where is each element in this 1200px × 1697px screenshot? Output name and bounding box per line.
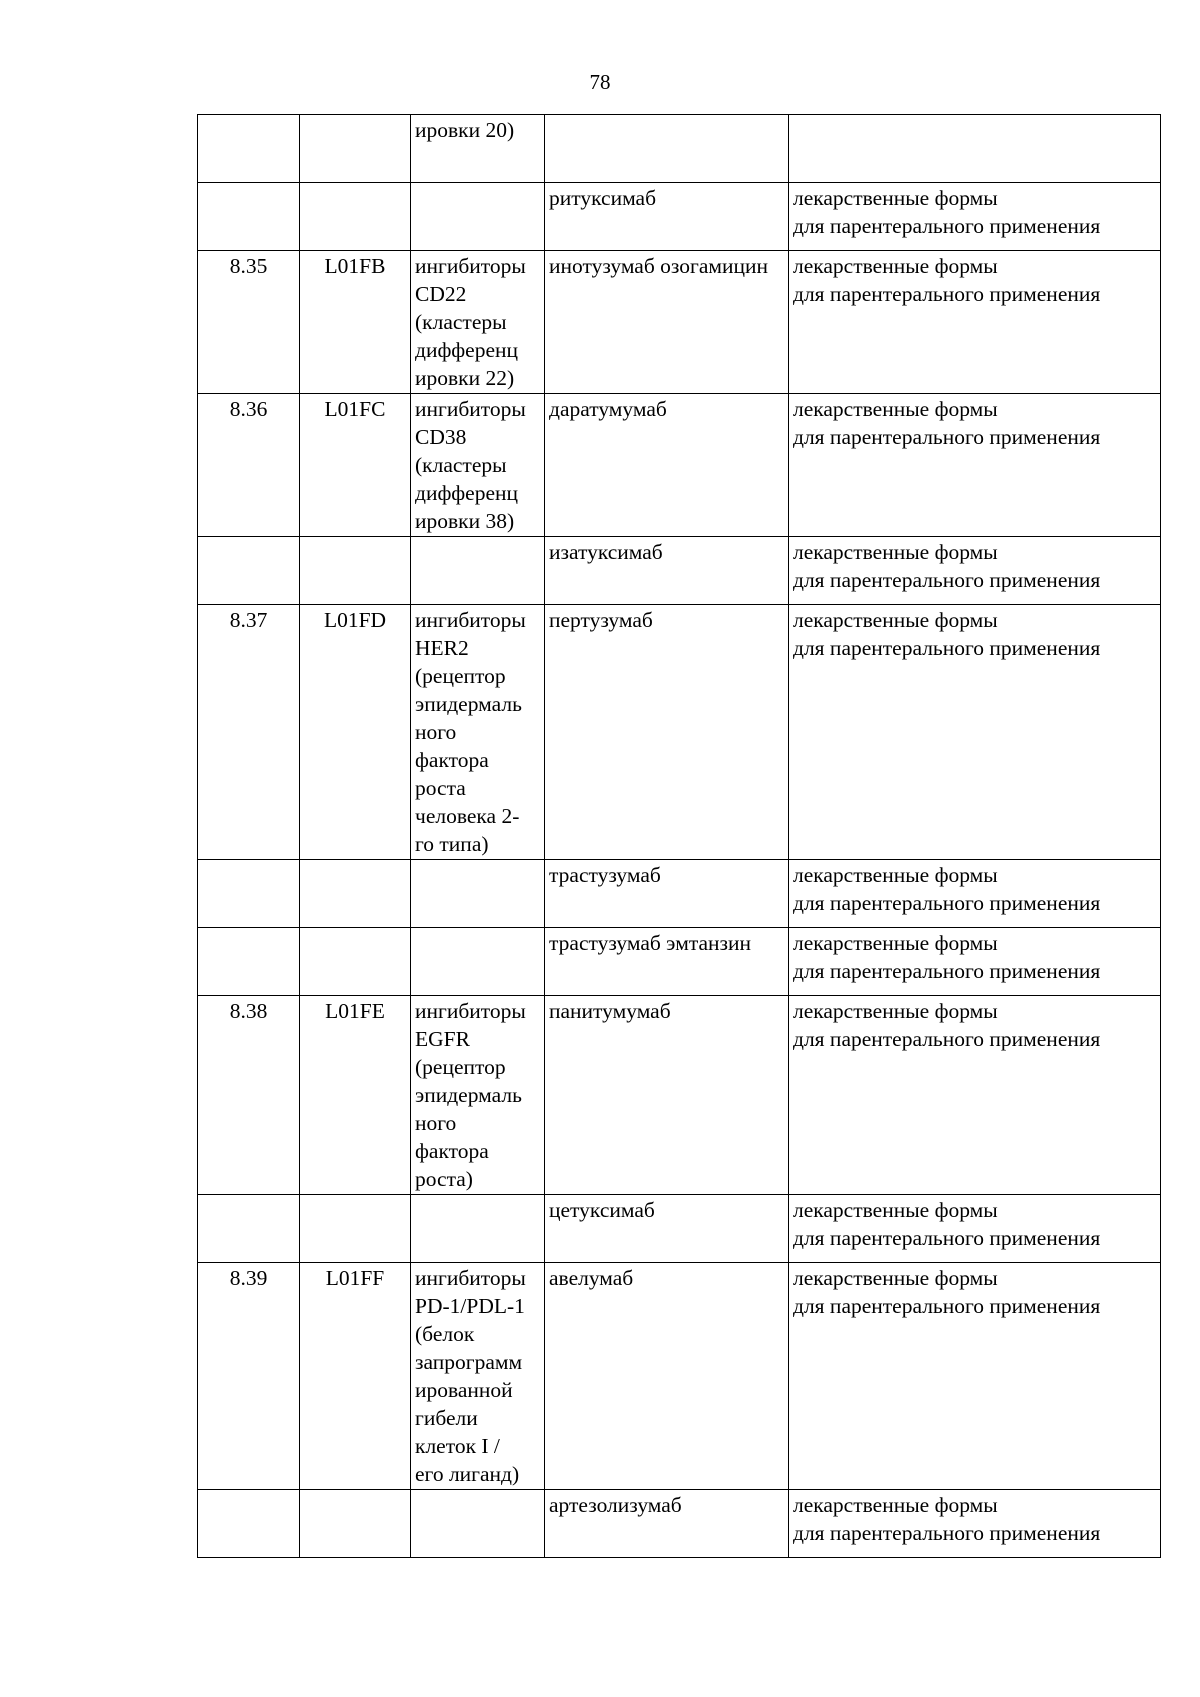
cell-drug-name: [545, 996, 789, 1195]
cell-group-text: ингибиторы HER2 (рецептор эпидермаль ного фактора роста человека 2- го типа): [415, 608, 526, 856]
table-row: [198, 605, 1161, 860]
cell-group: [411, 183, 545, 251]
cell-group: [411, 1263, 545, 1490]
cell-drug-name-text: панитумумаб: [549, 999, 671, 1023]
cell-drug-name-text: авелумаб: [549, 1266, 634, 1290]
cell-dosage-form: [789, 1195, 1161, 1263]
cell-drug-name: [545, 928, 789, 996]
cell-drug-name-text: ритуксимаб: [549, 186, 657, 210]
cell-drug-name-text: трастузумаб эмтанзин: [549, 931, 752, 955]
cell-atc-code: [300, 605, 411, 860]
cell-drug-name: [545, 860, 789, 928]
cell-atc-code-text: L01FE: [325, 999, 385, 1023]
cell-number: [198, 605, 300, 860]
cell-atc-code: [300, 1490, 411, 1558]
cell-atc-code: [300, 996, 411, 1195]
cell-atc-code: [300, 394, 411, 537]
cell-atc-code-text: L01FB: [324, 254, 386, 278]
cell-drug-name: [545, 1263, 789, 1490]
cell-drug-name-text: артезолизумаб: [549, 1493, 682, 1517]
cell-group: [411, 605, 545, 860]
cell-group: [411, 1490, 545, 1558]
cell-number: [198, 928, 300, 996]
cell-group-text: ировки 20): [415, 118, 515, 142]
cell-atc-code-text: L01FF: [325, 1266, 385, 1290]
table-row: [198, 996, 1161, 1195]
cell-drug-name: [545, 394, 789, 537]
table-row: [198, 115, 1161, 183]
cell-dosage-form: [789, 928, 1161, 996]
cell-dosage-form: [789, 115, 1161, 183]
cell-drug-name: [545, 1195, 789, 1263]
cell-drug-name-text: цетуксимаб: [549, 1198, 655, 1222]
table-row: [198, 183, 1161, 251]
page-number: 78: [589, 70, 611, 94]
cell-group: [411, 928, 545, 996]
cell-group: [411, 1195, 545, 1263]
cell-drug-name: [545, 115, 789, 183]
cell-atc-code-text: L01FD: [323, 608, 387, 632]
cell-number-text: 8.36: [229, 397, 268, 421]
cell-number: [198, 251, 300, 394]
cell-atc-code-text: L01FC: [324, 397, 386, 421]
cell-atc-code: [300, 860, 411, 928]
cell-drug-name: [545, 183, 789, 251]
cell-atc-code: [300, 115, 411, 183]
cell-number: [198, 996, 300, 1195]
cell-group: [411, 394, 545, 537]
cell-group-text: ингибиторы CD38 (кластеры дифференц ировки 38): [415, 397, 526, 533]
cell-dosage-form-text: лекарственные формы для парентерального применения: [793, 397, 1101, 449]
cell-number-text: 8.38: [229, 999, 268, 1023]
cell-group: [411, 251, 545, 394]
cell-drug-name-text: пертузумаб: [549, 608, 653, 632]
cell-atc-code: [300, 1263, 411, 1490]
table-row: [198, 1263, 1161, 1490]
table-row: [198, 537, 1161, 605]
cell-number-text: 8.35: [229, 254, 268, 278]
cell-dosage-form-text: лекарственные формы для парентерального применения: [793, 1493, 1101, 1545]
cell-group: [411, 115, 545, 183]
cell-dosage-form: [789, 996, 1161, 1195]
cell-group-text: ингибиторы EGFR (рецептор эпидермаль ного фактора роста): [415, 999, 526, 1191]
cell-group-text: ингибиторы CD22 (кластеры дифференц ировки 22): [415, 254, 526, 390]
table-row: [198, 1490, 1161, 1558]
cell-group: [411, 537, 545, 605]
cell-dosage-form-text: лекарственные формы для парентерального применения: [793, 1266, 1101, 1318]
cell-number-text: 8.39: [229, 1266, 268, 1290]
cell-dosage-form-text: лекарственные формы для парентерального применения: [793, 931, 1101, 983]
cell-number: [198, 537, 300, 605]
drug-table: [197, 114, 1161, 1558]
table-row: [198, 394, 1161, 537]
cell-dosage-form-text: лекарственные формы для парентерального применения: [793, 608, 1101, 660]
table-row: [198, 251, 1161, 394]
cell-drug-name: [545, 605, 789, 860]
cell-group: [411, 996, 545, 1195]
cell-drug-name-text: изатуксимаб: [549, 540, 663, 564]
cell-dosage-form: [789, 605, 1161, 860]
cell-number: [198, 860, 300, 928]
cell-number-text: 8.37: [229, 608, 268, 632]
cell-dosage-form: [789, 860, 1161, 928]
cell-drug-name-text: инотузумаб озогамицин: [549, 254, 769, 278]
cell-dosage-form-text: лекарственные формы для парентерального применения: [793, 186, 1101, 238]
cell-dosage-form: [789, 1263, 1161, 1490]
cell-number: [198, 1263, 300, 1490]
cell-drug-name: [545, 537, 789, 605]
cell-dosage-form: [789, 537, 1161, 605]
cell-group-text: ингибиторы PD-1/PDL-1 (белок запрограмм ированной гибели клеток I / его лиганд): [415, 1266, 526, 1486]
table-body: [198, 115, 1161, 1558]
cell-atc-code: [300, 537, 411, 605]
cell-number: [198, 1490, 300, 1558]
cell-number: [198, 1195, 300, 1263]
cell-dosage-form-text: лекарственные формы для парентерального применения: [793, 1198, 1101, 1250]
cell-group: [411, 860, 545, 928]
cell-dosage-form-text: лекарственные формы для парентерального применения: [793, 254, 1101, 306]
cell-dosage-form: [789, 394, 1161, 537]
cell-atc-code: [300, 183, 411, 251]
table-row: [198, 860, 1161, 928]
cell-drug-name-text: даратумумаб: [549, 397, 667, 421]
cell-drug-name-text: трастузумаб: [549, 863, 661, 887]
cell-dosage-form: [789, 183, 1161, 251]
table-row: [198, 1195, 1161, 1263]
cell-number: [198, 115, 300, 183]
cell-atc-code: [300, 1195, 411, 1263]
cell-atc-code: [300, 928, 411, 996]
cell-dosage-form: [789, 1490, 1161, 1558]
cell-drug-name: [545, 251, 789, 394]
cell-atc-code: [300, 251, 411, 394]
cell-dosage-form-text: лекарственные формы для парентерального применения: [793, 863, 1101, 915]
cell-dosage-form-text: лекарственные формы для парентерального применения: [793, 999, 1101, 1051]
cell-dosage-form: [789, 251, 1161, 394]
cell-dosage-form-text: лекарственные формы для парентерального применения: [793, 540, 1101, 592]
cell-number: [198, 183, 300, 251]
cell-drug-name: [545, 1490, 789, 1558]
table-row: [198, 928, 1161, 996]
cell-number: [198, 394, 300, 537]
